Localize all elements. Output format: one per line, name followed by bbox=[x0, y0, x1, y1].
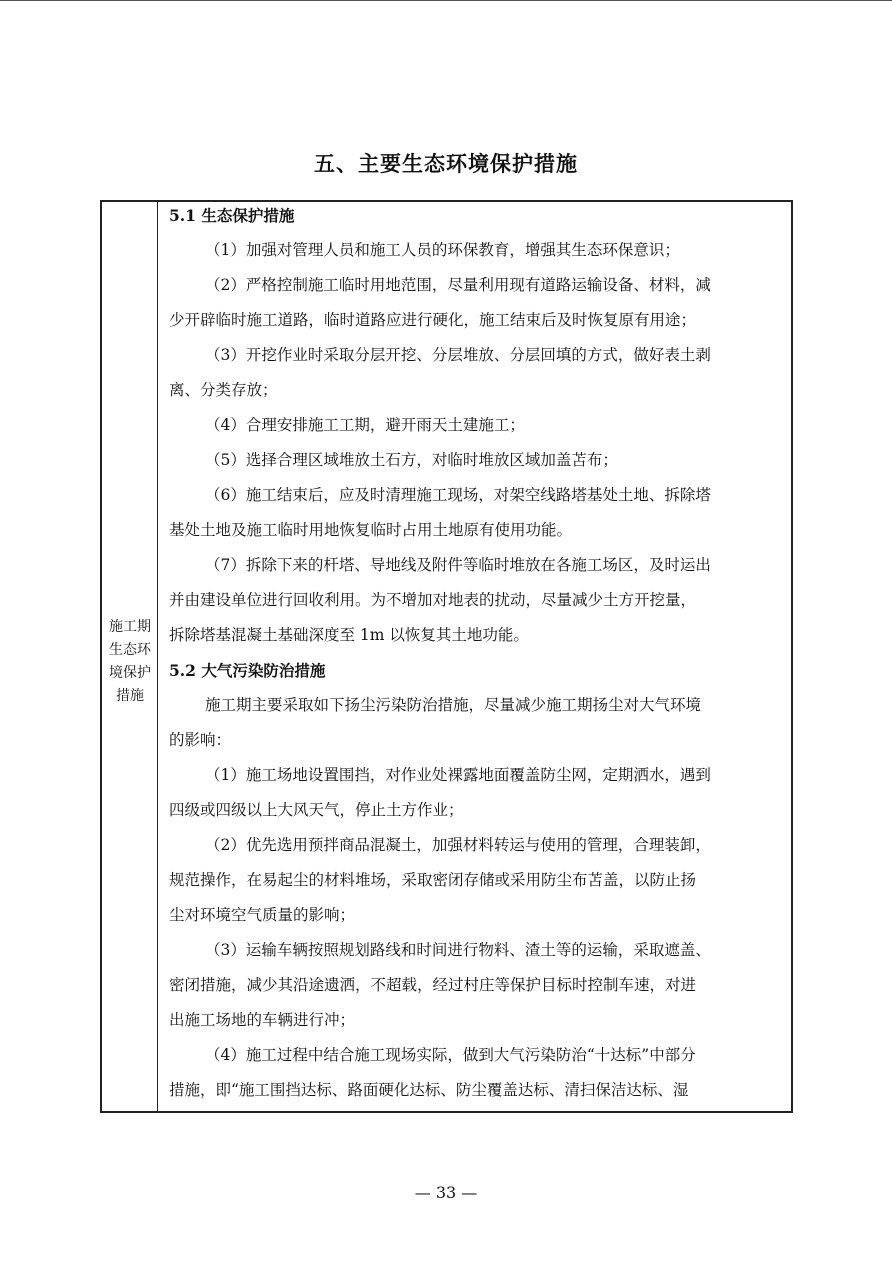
category-cell bbox=[102, 202, 158, 1111]
category-label-line: 措施 bbox=[116, 688, 144, 704]
page-title: 五、主要生态环境保护措施 bbox=[314, 152, 578, 176]
section-heading: 5.2 大气污染防治措施 bbox=[169, 661, 326, 680]
paragraph-line: （4）施工过程中结合施工现场实际，做到大气污染防治“十达标”中部分 bbox=[205, 1046, 696, 1064]
paragraph-line: 尘对环境空气质量的影响； bbox=[169, 906, 356, 924]
paragraph-line: 拆除塔基混凝土基础深度至 1m 以恢复其土地功能。 bbox=[169, 626, 529, 644]
category-label bbox=[104, 616, 156, 708]
top-border-rule bbox=[0, 0, 892, 1]
paragraph-line: 少开辟临时施工道路，临时道路应进行硬化，施工结束后及时恢复原有用途； bbox=[169, 311, 697, 329]
paragraph-line: （5）选择合理区域堆放土石方，对临时堆放区域加盖苫布； bbox=[205, 451, 618, 469]
paragraph-line: 并由建设单位进行回收利用。为不增加对地表的扰动，尽量减少土方开挖量， bbox=[169, 591, 697, 609]
paragraph-line: （4）合理安排施工工期，避开雨天土建施工； bbox=[205, 416, 525, 434]
paragraph-line: （7）拆除下来的杆塔、导地线及附件等临时堆放在各施工场区，及时运出 bbox=[205, 556, 711, 574]
category-label-line: 生态环 bbox=[109, 642, 151, 658]
paragraph-line: （6）施工结束后，应及时清理施工现场，对架空线路塔基处土地、拆除塔 bbox=[205, 486, 711, 504]
section-heading: 5.1 生态保护措施 bbox=[169, 206, 295, 225]
paragraph-line: 措施，即“施工围挡达标、路面硬化达标、防尘覆盖达标、清扫保洁达标、湿 bbox=[169, 1081, 689, 1099]
paragraph-line: （2）严格控制施工临时用地范围，尽量利用现有道路运输设备、材料，减 bbox=[205, 276, 711, 294]
paragraph-line: 的影响： bbox=[169, 731, 232, 749]
category-label-line: 施工期 bbox=[109, 619, 151, 635]
paragraph-line: 出施工场地的车辆进行冲； bbox=[169, 1011, 356, 1029]
page-number: — 33 — bbox=[414, 1183, 478, 1202]
paragraph-line: （3）开挖作业时采取分层开挖、分层堆放、分层回填的方式，做好表土剥 bbox=[205, 346, 711, 364]
paragraph-line: （2）优先选用预拌商品混凝土，加强材料转运与使用的管理，合理装卸， bbox=[205, 836, 711, 854]
paragraph-line: （3）运输车辆按照规划路线和时间进行物料、渣土等的运输，采取遮盖、 bbox=[205, 941, 711, 959]
category-label-line: 境保护 bbox=[109, 665, 151, 681]
paragraph-line: 基处土地及施工临时用地恢复临时占用土地原有使用功能。 bbox=[169, 521, 573, 539]
measures-table bbox=[100, 200, 793, 1113]
paragraph-line: 密闭措施，减少其沿途遗洒，不超载，经过村庄等保护目标时控制车速，对进 bbox=[169, 976, 697, 994]
paragraph-line: 四级或四级以上大风天气，停止土方作业； bbox=[169, 801, 464, 819]
paragraph-line: （1）加强对管理人员和施工人员的环保教育，增强其生态环保意识； bbox=[205, 241, 680, 259]
paragraph-line: （1）施工场地设置围挡，对作业处裸露地面覆盖防尘网，定期洒水，遇到 bbox=[205, 766, 711, 784]
paragraph-line: 离、分类存放； bbox=[169, 381, 278, 399]
paragraph-line: 施工期主要采取如下扬尘污染防治措施，尽量减少施工期扬尘对大气环境 bbox=[205, 696, 702, 714]
paragraph-line: 规范操作，在易起尘的材料堆场，采取密闭存储或采用防尘布苫盖，以防止扬 bbox=[169, 871, 697, 889]
